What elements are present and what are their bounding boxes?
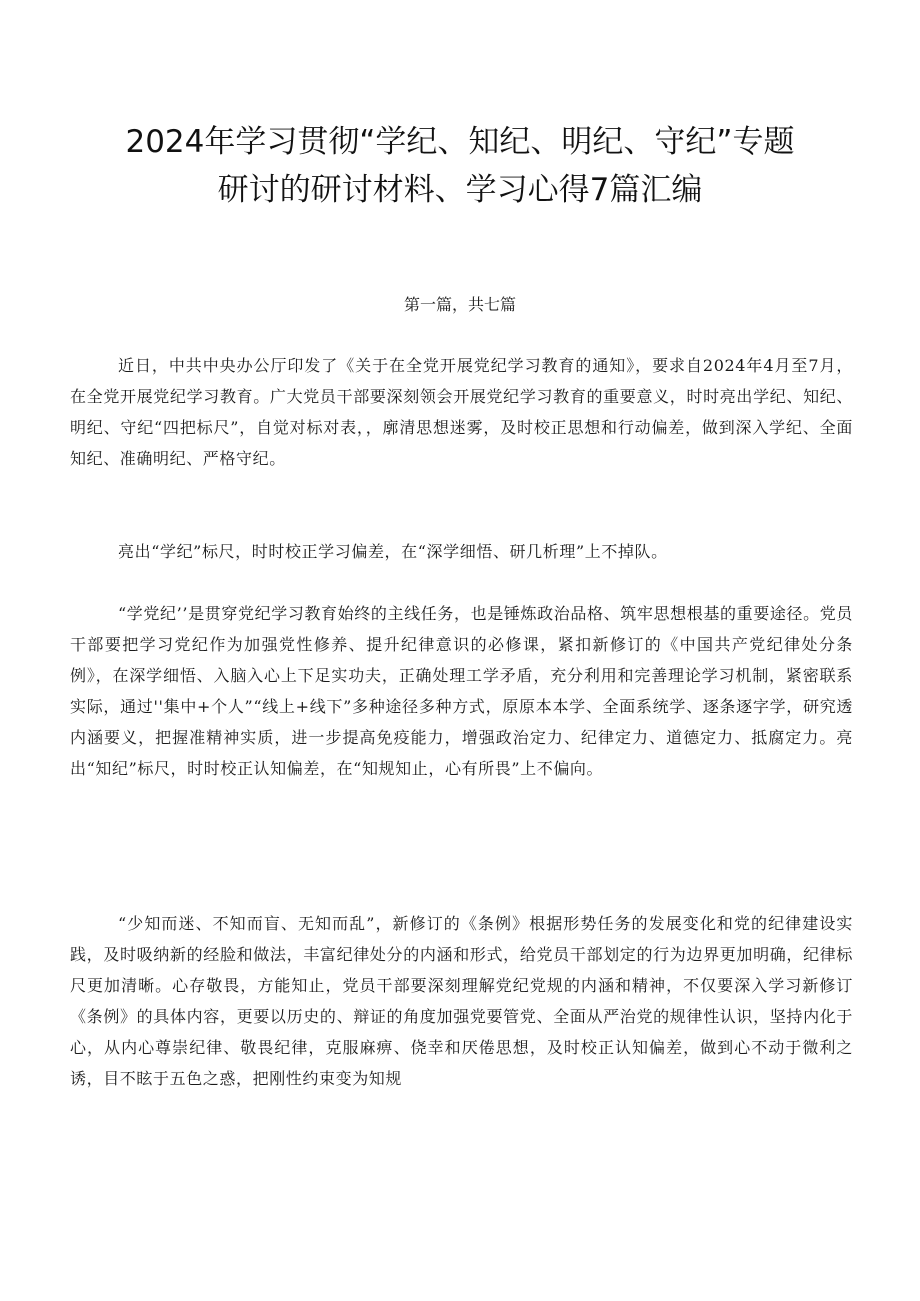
paragraph-4: “少知而迷、不知而盲、无知而乱”，新修订的《条例》根据形势任务的发展变化和党的纪律建设实践，及时吸纳新的经脸和做法，丰富纪律处分的内涵和形式，给党员干部划定的行为边界更加明确，纪律标尺更加清晰。心存敬畏，方能知止，党员干部要深刻理解党纪党规的内涵和精神，不仅要深入学习新修订《条例》的具体内容，更要以历史的、辩证的角度加强党要管党、全面从严治党的规律性认识，坚持内化于心，从内心尊崇纪律、敬畏纪律，克服麻痹、侥幸和厌倦思想，及时校正认知偏差，做到心不动于微利之诱，目不眩于五色之惑，把刚性约束变为知规 bbox=[70, 914, 853, 1088]
paragraph-2: 亮出“学纪”标尺，时时校正学习偏差，在“深学细悟、研几析理”上不掉队。 bbox=[118, 542, 668, 561]
paragraph-3: “学党纪’’是贯穿党纪学习教育始终的主线任务，也是锤炼政治品格、筑牢思想根基的重要途径。党员干部要把学习党纪作为加强党性修养、提升纪律意识的必修课，紧扣新修订的《中国共产党纪律处分条例》，在深学细悟、入脑入心上下足实功夫，正确处理工学矛盾，充分利用和完善理论学习机制，紧密联系实际，通过''集中+个人”“线上+线下”多种途径多种方式，原原本本学、全面系统学、逐条逐字学，研究透内涵要义，把握准精神实质，进一步提高免疫能力，增强政治定力、纪律定力、道德定力、抵腐定力。亮出“知纪”标尺，时时校正认知偏差，在“知规知止，心有所畏”上不偏向。 bbox=[70, 604, 853, 778]
title-line-2: 研讨的研讨材料、学习心得7篇汇编 bbox=[217, 172, 703, 208]
paragraph-1: 近日，中共中央办公厅印发了《关于在全党开展党纪学习教育的通知》，要求自2024年4月至7月，在全党开展党纪学习教育。广大党员干部要深刻领会开展党纪学习教育的重要意义，时时亮出学纪、知纪、明纪、守纪“四把标尺”，自觉对标对表，，廓清思想迷雾，及时校正思想和行动偏差，做到深入学纪、全面知纪、准确明纪、严格守纪。 bbox=[70, 356, 853, 468]
title-line-1: 2024年学习贯彻“学纪、知纪、明纪、守纪”专题 bbox=[125, 124, 795, 160]
section-label: 第一篇，共七篇 bbox=[403, 295, 516, 314]
document-title bbox=[60, 118, 860, 214]
